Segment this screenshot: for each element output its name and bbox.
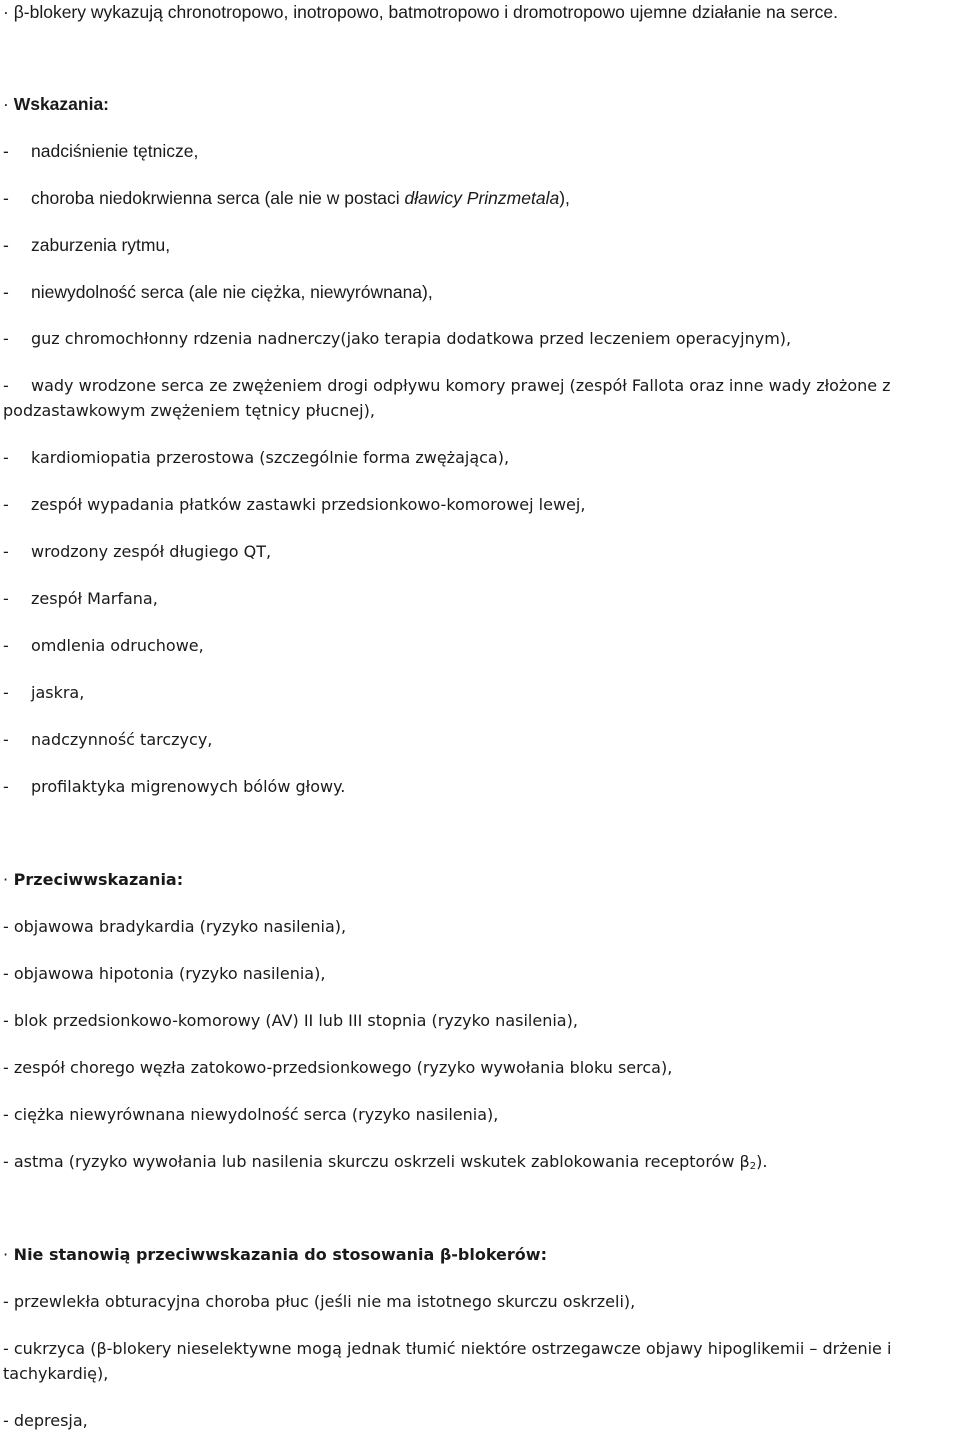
- dash: -: [3, 448, 9, 467]
- not-contraindication-text: tachykardię),: [3, 1364, 109, 1383]
- subscript: 2: [749, 1161, 757, 1172]
- intro-line: [3, 0, 958, 25]
- dash: -: [3, 777, 9, 796]
- indication-text: omdlenia odruchowe,: [31, 636, 204, 655]
- contraindication-text: - zespół chorego węzła zatokowo-przedsionkowego (ryzyko wywołania bloku serca),: [3, 1058, 673, 1077]
- contraindication-item: [3, 914, 958, 940]
- bullet: ·: [3, 1245, 9, 1264]
- contraindication-item: [3, 1055, 958, 1081]
- not-contraindication-item-continuation: [3, 1361, 958, 1387]
- dash: -: [3, 495, 9, 514]
- indication-item: [3, 633, 958, 659]
- dash: -: [3, 542, 9, 561]
- bullet: ·: [3, 2, 9, 22]
- indication-italic-text: dławicy Prinzmetala: [404, 188, 560, 208]
- indication-text: choroba niedokrwienna serca (ale nie w postaci: [31, 188, 405, 208]
- contraindication-text: - astma (ryzyko wywołania lub nasilenia skurczu oskrzeli wskutek zablokowania receptorów β: [3, 1152, 750, 1171]
- not-contraindication-item: [3, 1408, 958, 1434]
- indication-text: wady wrodzone serca ze zwężeniem drogi odpływu komory prawej (zespół Fallota oraz inne wady złożone z: [31, 376, 891, 395]
- indication-text: kardiomiopatia przerostowa (szczególnie forma zwężająca),: [31, 448, 510, 467]
- contraindication-item: [3, 1008, 958, 1034]
- dash: -: [3, 141, 9, 161]
- indication-text: zaburzenia rytmu,: [31, 235, 171, 255]
- indication-item: [3, 138, 958, 164]
- not-contraindications-heading: [3, 1242, 958, 1268]
- dash: -: [3, 188, 9, 208]
- indication-text: wrodzony zespół długiego QT,: [31, 542, 272, 561]
- indication-text: nadczynność tarczycy,: [31, 730, 213, 749]
- indication-item: [3, 279, 958, 305]
- dash: -: [3, 329, 9, 348]
- indication-text: niewydolność serca (ale nie ciężka, niewyrównana),: [31, 282, 433, 302]
- not-contraindication-text: - przewlekła obturacyjna choroba płuc (jeśli nie ma istotnego skurczu oskrzeli),: [3, 1292, 636, 1311]
- indication-text: profilaktyka migrenowych bólów głowy.: [31, 777, 346, 796]
- contraindication-text: - objawowa hipotonia (ryzyko nasilenia),: [3, 964, 326, 983]
- indication-item: [3, 185, 958, 211]
- intro-text: β-blokery wykazują chronotropowo, inotropowo, batmotropowo i dromotropowo ujemne działanie na serce.: [13, 2, 838, 22]
- contraindication-text: - blok przedsionkowo-komorowy (AV) II lub III stopnia (ryzyko nasilenia),: [3, 1011, 578, 1030]
- indication-item: [3, 373, 958, 399]
- indication-text: guz chromochłonny rdzenia nadnerczy(jako terapia dodatkowa przed leczeniem operacyjnym),: [31, 329, 792, 348]
- indication-item: [3, 492, 958, 518]
- dash: -: [3, 636, 9, 655]
- indication-item: [3, 326, 958, 352]
- dash: -: [3, 235, 9, 255]
- bullet: ·: [3, 94, 9, 114]
- indication-item: [3, 539, 958, 565]
- indication-item: [3, 445, 958, 471]
- bullet: ·: [3, 870, 9, 889]
- indication-text-tail: ),: [559, 188, 570, 208]
- not-contraindication-item: [3, 1336, 958, 1362]
- not-contraindication-item: [3, 1289, 958, 1315]
- indication-text: jaskra,: [31, 683, 85, 702]
- dash: -: [3, 282, 9, 302]
- contraindications-heading: [3, 867, 958, 893]
- indication-item: [3, 586, 958, 612]
- contraindication-item: [3, 1149, 958, 1175]
- contraindication-text-tail: ).: [756, 1152, 768, 1171]
- indications-heading: [3, 91, 958, 117]
- not-contraindications-heading-text: Nie stanowią przeciwwskazania do stosowania β-blokerów:: [13, 1245, 547, 1264]
- contraindication-item: [3, 1102, 958, 1128]
- indication-item: [3, 774, 958, 800]
- indication-item-continuation: [3, 398, 958, 424]
- dash: -: [3, 683, 9, 702]
- not-contraindication-text: - depresja,: [3, 1411, 88, 1430]
- indications-heading-text: Wskazania:: [13, 94, 110, 114]
- dash: -: [3, 730, 9, 749]
- contraindication-item: [3, 961, 958, 987]
- indication-item: [3, 680, 958, 706]
- indication-item: [3, 727, 958, 753]
- indication-item: [3, 232, 958, 258]
- indication-text: podzastawkowym zwężeniem tętnicy płucnej),: [3, 401, 375, 420]
- dash: -: [3, 589, 9, 608]
- dash: -: [3, 376, 9, 395]
- not-contraindication-text: - cukrzyca (β-blokery nieselektywne mogą jednak tłumić niektóre ostrzegawcze objawy hipoglikemii – drżenie i: [3, 1339, 892, 1358]
- indication-text: nadciśnienie tętnicze,: [31, 141, 199, 161]
- contraindication-text: - ciężka niewyrównana niewydolność serca (ryzyko nasilenia),: [3, 1105, 499, 1124]
- contraindication-text: - objawowa bradykardia (ryzyko nasilenia),: [3, 917, 347, 936]
- contraindications-heading-text: Przeciwwskazania:: [13, 870, 184, 889]
- indication-text: zespół Marfana,: [31, 589, 158, 608]
- indication-text: zespół wypadania płatków zastawki przedsionkowo-komorowej lewej,: [31, 495, 586, 514]
